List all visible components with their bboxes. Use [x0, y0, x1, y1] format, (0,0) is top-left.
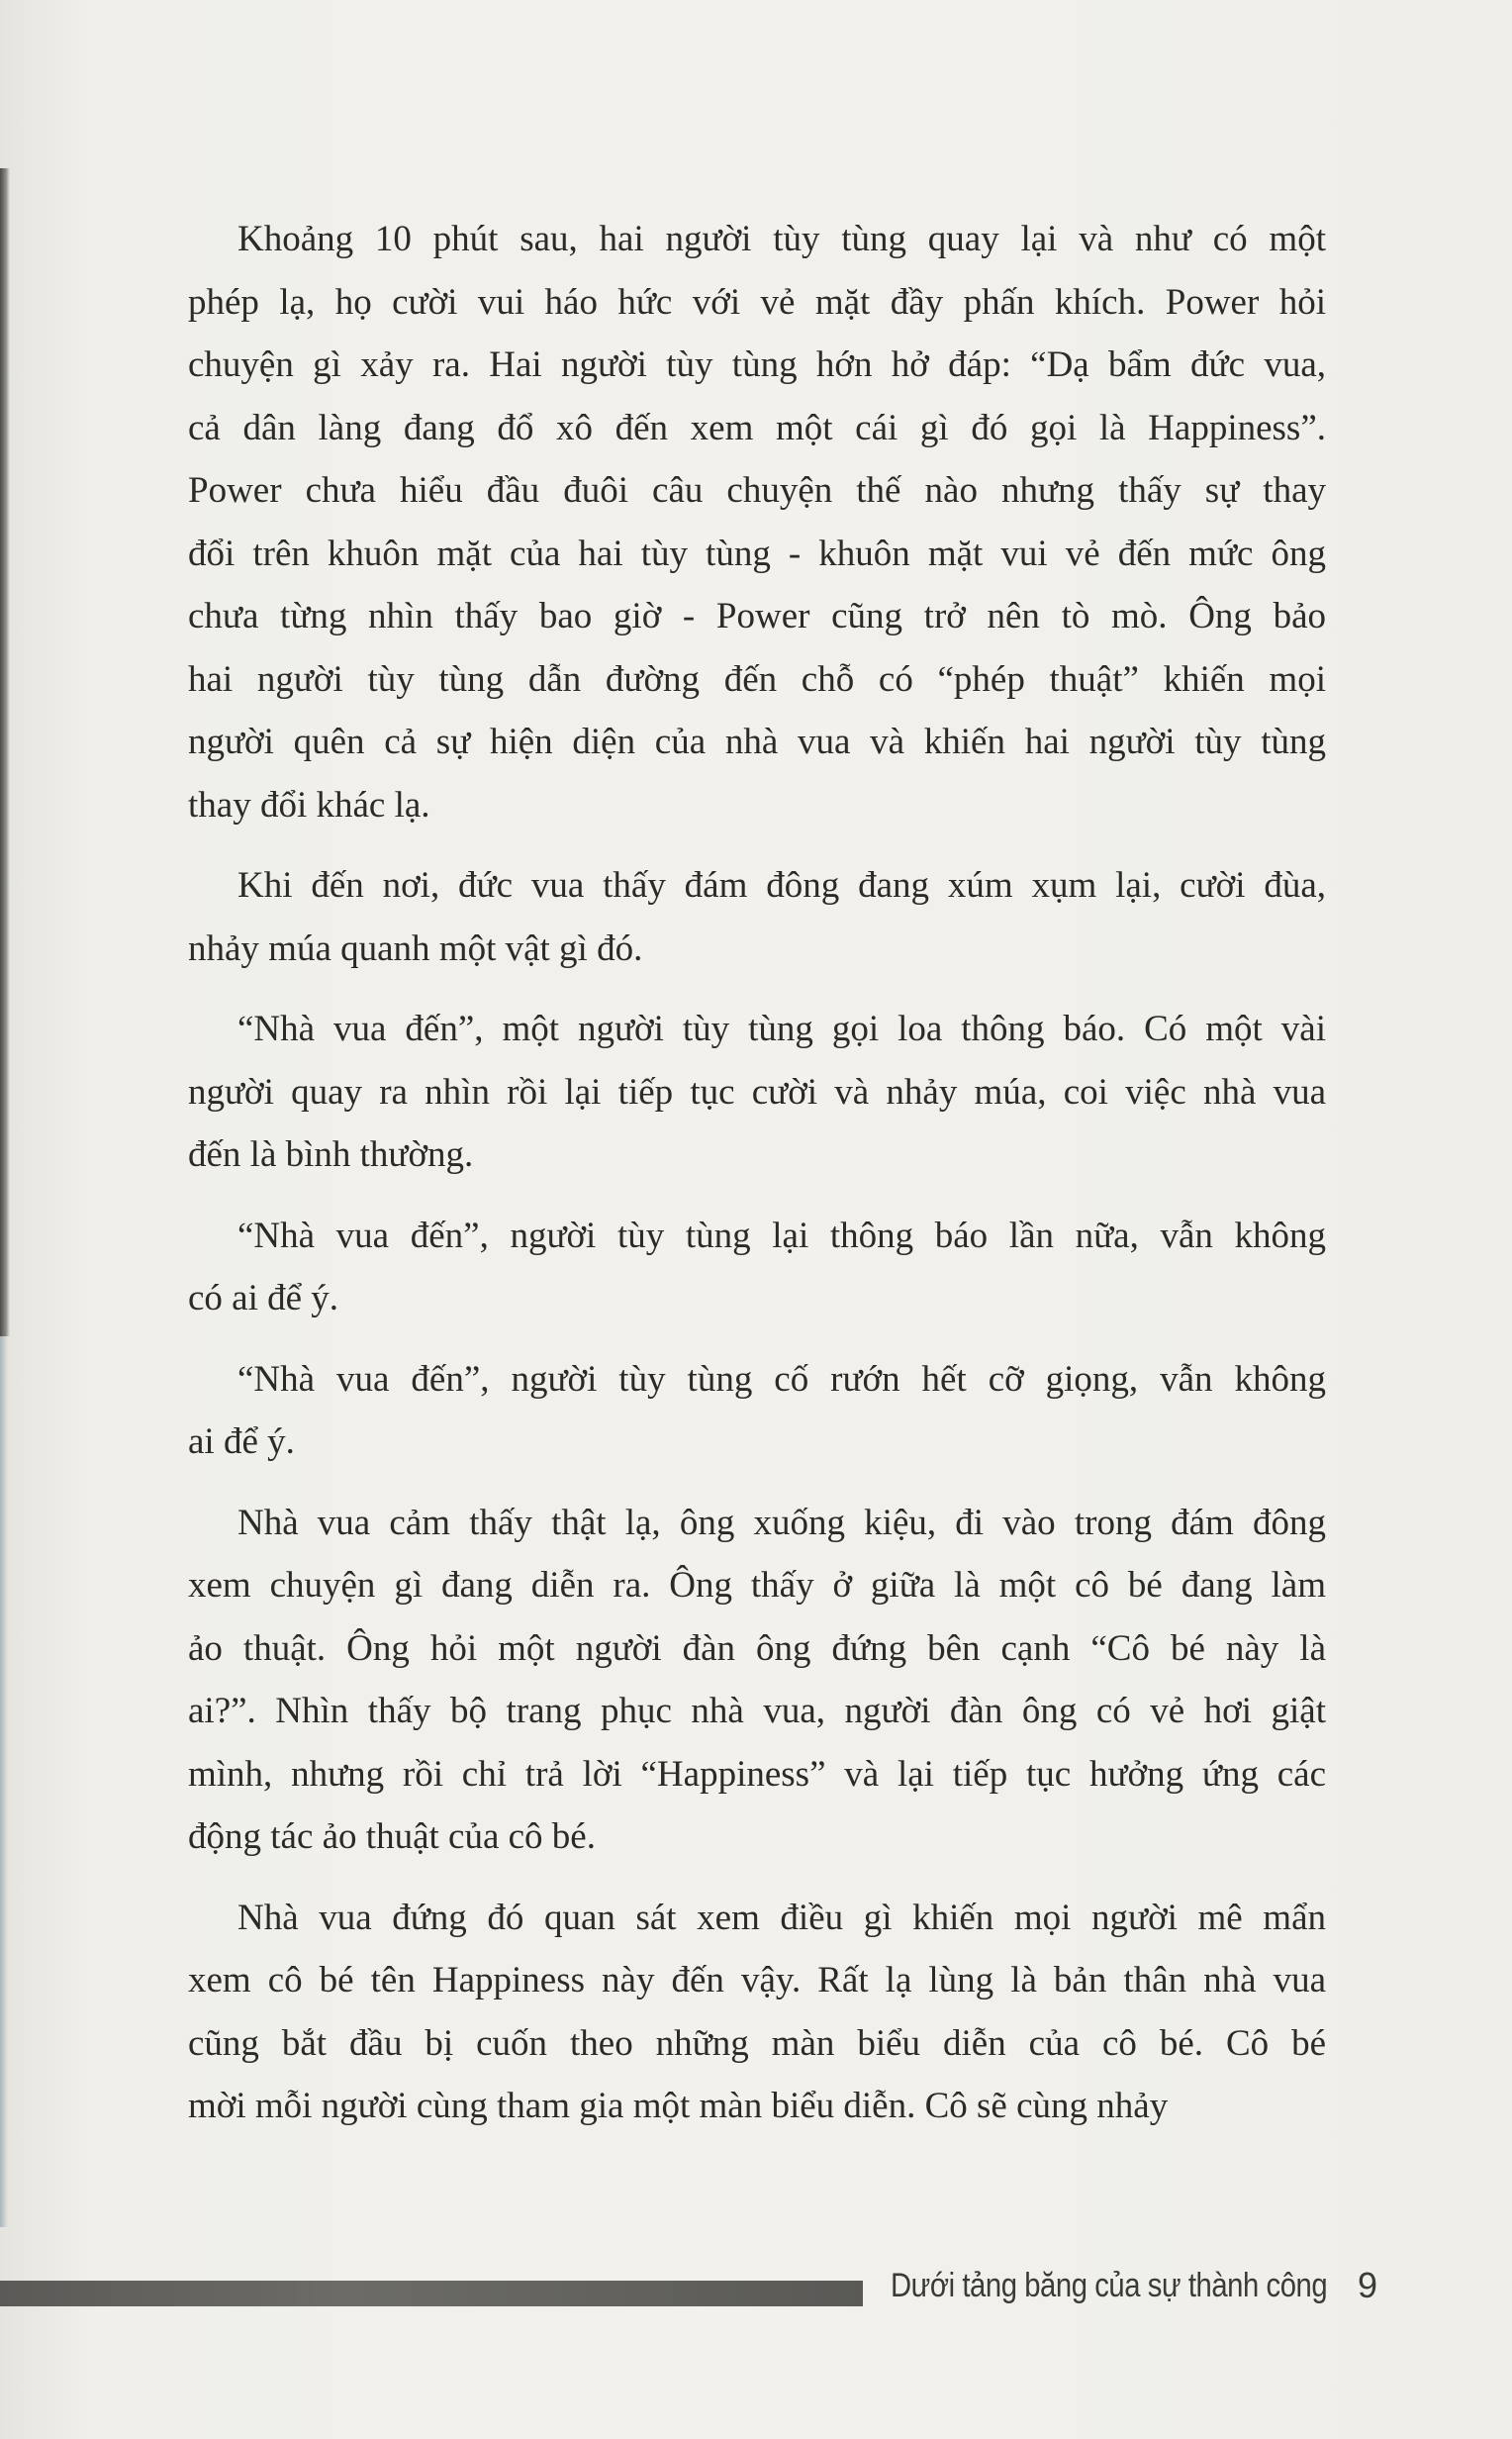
text-line: đổi trên khuôn mặt của hai tùy tùng - khuôn mặt vui vẻ đến mức ông — [188, 533, 1326, 574]
text-line: mời mỗi người cùng tham gia một màn biểu diễn. Cô sẽ cùng nhảy — [188, 2086, 1169, 2126]
text-line: Khoảng 10 phút sau, hai người tùy tùng quay lại và như có một — [237, 219, 1326, 259]
text-line: phép lạ, họ cười vui háo hức với vẻ mặt đầy phấn khích. Power hỏi — [188, 281, 1326, 323]
text-line: “Nhà vua đến”, người tùy tùng lại thông báo lần nữa, vẫn không — [237, 1215, 1326, 1256]
text-line: Nhà vua đứng đó quan sát xem điều gì khiến mọi người mê mẩn — [237, 1897, 1326, 1938]
running-footer-title: Dưới tảng băng của sự thành công — [891, 2267, 1328, 2304]
paragraph — [188, 854, 1326, 980]
text-line: chuyện gì xảy ra. Hai người tùy tùng hớn hở đáp: “Dạ bẩm đức vua, — [188, 344, 1326, 385]
body-text — [188, 208, 1326, 2156]
text-line: Nhà vua cảm thấy thật lạ, ông xuống kiệu, đi vào trong đám đông — [237, 1502, 1326, 1543]
text-line: cũng bắt đầu bị cuốn theo những màn biểu diễn của cô bé. Cô bé — [188, 2022, 1326, 2064]
text-line: hai người tùy tùng dẫn đường đến chỗ có “phép thuật” khiến mọi — [188, 658, 1326, 700]
text-line: “Nhà vua đến”, người tùy tùng cố rướn hết cỡ giọng, vẫn không — [237, 1358, 1326, 1400]
text-line: nhảy múa quanh một vật gì đó. — [188, 927, 643, 969]
paragraph — [188, 1348, 1326, 1474]
footer-rule — [0, 2281, 863, 2306]
text-line: động tác ảo thuật của cô bé. — [188, 1816, 596, 1857]
text-line: “Nhà vua đến”, một người tùy tùng gọi loa thông báo. Có một vài — [237, 1009, 1326, 1049]
paragraph — [188, 998, 1326, 1187]
text-line: Power chưa hiểu đầu đuôi câu chuyện thế nào nhưng thấy sự thay — [188, 470, 1326, 511]
page-number: 9 — [1358, 2265, 1378, 2305]
paragraph — [188, 1887, 1326, 2138]
text-line: ảo thuật. Ông hỏi một người đàn ông đứng bên cạnh “Cô bé này là — [188, 1627, 1326, 1669]
paragraph — [188, 1205, 1326, 1330]
text-line: ai?”. Nhìn thấy bộ trang phục nhà vua, người đàn ông có vẻ hơi giật — [188, 1691, 1326, 1731]
text-line: người quay ra nhìn rồi lại tiếp tục cười và nhảy múa, coi việc nhà vua — [188, 1071, 1326, 1113]
text-line: mình, nhưng rồi chỉ trả lời “Happiness” và lại tiếp tục hưởng ứng các — [188, 1753, 1326, 1795]
text-line: có ai để ý. — [188, 1278, 339, 1318]
text-line: ai để ý. — [188, 1421, 295, 1462]
paragraph — [188, 208, 1326, 836]
text-line: xem cô bé tên Happiness này đến vậy. Rất lạ lùng là bản thân nhà vua — [188, 1960, 1326, 2000]
spine-shadow-lower — [0, 1336, 8, 2227]
text-line: chưa từng nhìn thấy bao giờ - Power cũng trở nên tò mò. Ông bảo — [188, 596, 1326, 636]
text-line: người quên cả sự hiện diện của nhà vua và khiến hai người tùy tùng — [188, 722, 1326, 762]
paragraph — [188, 1492, 1326, 1869]
text-line: thay đổi khác lạ. — [188, 784, 430, 826]
spine-shadow — [0, 168, 10, 1336]
text-line: cả dân làng đang đổ xô đến xem một cái gì đó gọi là Happiness”. — [188, 407, 1326, 448]
text-line: xem chuyện gì đang diễn ra. Ông thấy ở giữa là một cô bé đang làm — [188, 1565, 1326, 1606]
text-line: đến là bình thường. — [188, 1134, 474, 1175]
text-line: Khi đến nơi, đức vua thấy đám đông đang xúm xụm lại, cười đùa, — [237, 865, 1326, 906]
